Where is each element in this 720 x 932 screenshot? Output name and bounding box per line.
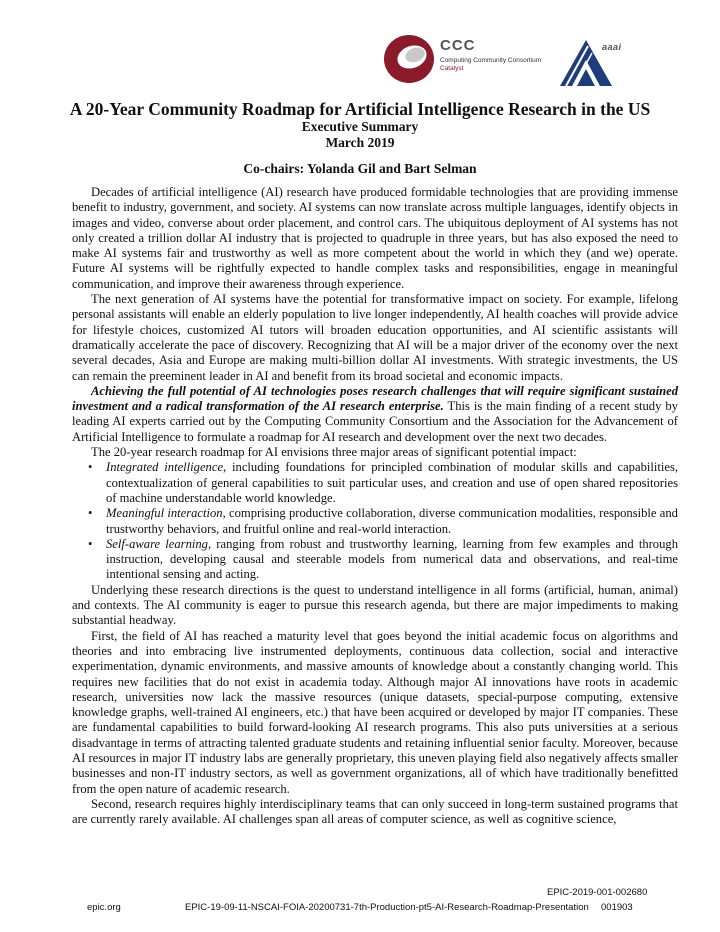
document-body	[72, 185, 678, 827]
paragraph-6: First, the field of AI has reached a maturity level that goes beyond the initial academic focus on algorithms and theories and into embracing live instrumented deployments, continuous data collection, social and interactive experimentation, dynamic environments, and massive amounts of knowledge about a constantly changing world. This requires new facilities that do not exist in academia today. Although major AI innovations have roots in academic research, universities now lack the massive resources (unique datasets, special-purpose computing, extensive knowledge graphs, well-trained AI engineers, etc.) that have been acquired or developed by major IT companies. These are fundamental capabilities to build forward-looking AI research programs. This also puts universities at a serious disadvantage in terms of attracting talented graduate students and retaining influential senior faculty. Moreover, because AI resources in major IT industry labs are generally proprietary, this uneven playing field also negatively affects smaller businesses and non-IT industry sectors, as well as government organizations, all of which have traditionally benefitted from the open nature of academic research.	[72, 628, 678, 796]
bullet-term: Meaningful interaction	[106, 506, 223, 521]
bates-number: EPIC-2019-001-002680	[547, 887, 648, 898]
bullet-text: , including foundations for principled combination of modular skills and capabilities, contextualization of general capabilities to suit particular uses, and creation and use of open shared repositories of machine understandable world knowledge.	[106, 460, 678, 505]
paragraph-1: Decades of artificial intelligence (AI) research have produced formidable technologies that are providing immense benefit to industry, government, and society. AI systems can now translate across multiple languages, identify objects in images and video, converse about order placement, and control cars. The ubiquitous deployment of AI systems has not only created a trillion dollar AI industry that is projected to quadruple in three years, but has also exposed the need to make AI systems fair and trustworthy as well as more competent about the world in which they (and we) operate. Future AI systems will be rightfully expected to handle complex tasks and responsibilities, engage in meaningful communication, and improve their awareness through experience.	[72, 185, 678, 291]
ccc-logo	[382, 30, 540, 86]
document-date: March 2019	[325, 135, 395, 150]
aaai-wordmark: aaai	[602, 42, 622, 52]
paragraph-3-rest: This is the main finding of a recent study by leading AI experts carried out by the Computing Community Consortium and the Association for the Advancement of Artificial Intelligence to formulate a roadmap for AI research and development over the next two decades.	[72, 399, 678, 444]
document-title: A 20-Year Community Roadmap for Artificial Intelligence Research in the US	[69, 99, 651, 119]
footer-site: epic.org	[87, 902, 121, 913]
impact-areas-list	[72, 460, 678, 582]
footer-page-number: 001903	[601, 902, 633, 913]
list-item	[72, 506, 678, 537]
bullet-term: Integrated intelligence	[106, 460, 224, 475]
list-item	[72, 460, 678, 506]
document-subtitle: Executive Summary	[301, 119, 419, 134]
paragraph-5: Underlying these research directions is the quest to understand intelligence in all forms (artificial, human, animal) and contexts. The AI community is eager to pursue this research agenda, but there are major impediments to making substantial headway.	[72, 582, 678, 628]
ccc-tagline: Catalyst	[440, 65, 464, 72]
footer-document-path: EPIC-19-09-11-NSCAI-FOIA-20200731-7th-Production-pt5-AI-Research-Roadmap-Presentation	[185, 902, 589, 913]
paragraph-3	[72, 384, 678, 445]
aaai-logo	[558, 38, 642, 88]
bullet-term: Self-aware learning	[106, 536, 208, 551]
aaai-triangle-icon	[558, 38, 642, 88]
paragraph-2: The next generation of AI systems have the potential for transformative impact on society. For example, lifelong personal assistants will enable an elderly population to live longer independently, AI health coaches will provide advice for lifestyle choices, customized AI tutors will broaden education opportunities, and AI scientific assistants will dramatically accelerate the pace of discovery. Recognizing that AI will be a major driver of the economy over the next several decades, Asia and Europe are making multi-billion dollar AI investments. With strategic investments, the US can remain the preeminent leader in AI and benefit from its broad societal and economic impacts.	[72, 292, 678, 383]
list-item	[72, 537, 678, 583]
bullet-icon: •	[88, 460, 93, 475]
bullet-text: , comprising productive collaboration, diverse communication modalities, responsible and trustworthy behaviors, and fruitful online and real-world interaction.	[106, 506, 678, 536]
paragraph-4: The 20-year research roadmap for AI envisions three major areas of significant potential impact:	[91, 445, 577, 460]
paragraph-7: Second, research requires highly interdisciplinary teams that can only succeed in long-term sustained programs that are currently rarely available. AI challenges span all areas of computer science, as well as cognitive science,	[72, 796, 678, 827]
bullet-icon: •	[88, 536, 93, 551]
bullet-icon: •	[88, 506, 93, 521]
bullet-text: , ranging from robust and trustworthy learning, learning from few examples and through instruction, developing causal and steerable models from numerical data and observations, and real-time intentional sensing and acting.	[106, 536, 678, 582]
ccc-ring-icon	[382, 32, 436, 86]
key-finding: Achieving the full potential of AI technologies poses research challenges that will require significant sustained investment and a radical transformation of the AI research enterprise.	[72, 383, 678, 414]
ccc-name: Computing Community Consortium	[440, 57, 542, 64]
cochairs-line: Co-chairs: Yolanda Gil and Bart Selman	[243, 161, 477, 176]
ccc-abbrev: CCC	[440, 37, 476, 54]
